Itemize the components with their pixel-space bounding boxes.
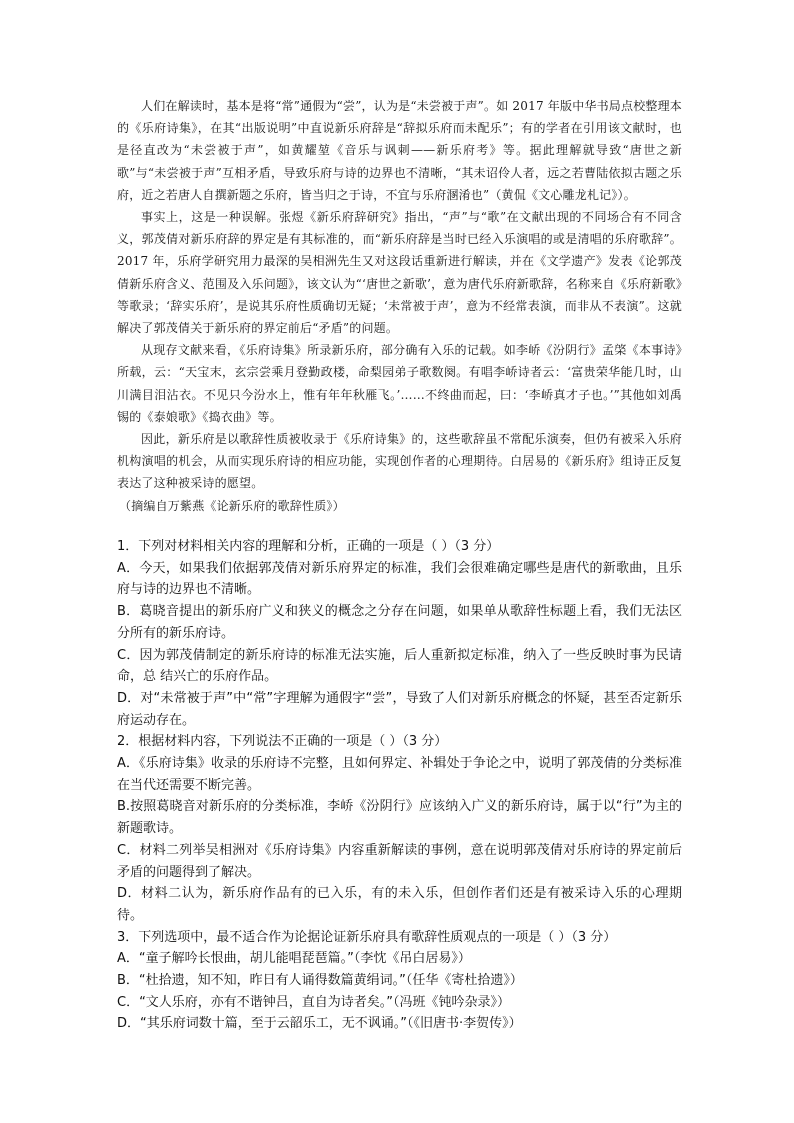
passage-paragraph: 人们在解读时，基本是将“常”通假为“尝”，认为是“未尝被于声”。如 2017 年版中华书局点校整理本的《乐府诗集》，在其“出版说明”中直说新乐府辞是“辞拟乐府而未配乐”；有的学者在引用该文献时，也是径直改为“未尝被于声”，如黄耀堃《音乐与讽刺——新乐府考》等。据此理解就导致“唐世之新歌”与“未尝被于声”互相矛盾，导致乐府与诗的边界也不清晰，“其未诏伶人者，远之若曹陆依拟古题之乐府，近之若唐人自撰新题之乐府，皆当归之于诗，不宜与乐府溷淆也”（黄侃《文心雕龙札记》）。 (117, 99, 682, 202)
option-c: C．材料二列举吴相洲对《乐府诗集》内容重新解读的事例，意在说明郭茂倩对乐府诗的界定前后矛盾的问题得到了解决。 (117, 842, 682, 880)
option-d: D．材料二认为，新乐府作品有的已入乐，有的未入乐，但创作者们还是有被采诗入乐的心理期待。 (117, 886, 682, 923)
option-a: A．《乐府诗集》收录的乐府诗不完整，且如何界定、补辑处于争论之中，说明了郭茂倩的分类标准在当代还需要不断完善。 (117, 756, 682, 793)
question-2 (117, 731, 682, 926)
question-1 (117, 536, 682, 731)
option-c: C．“文人乐府，亦有不谐钟吕，直自为诗者矣。”（冯班《钝吟杂录》） (117, 994, 511, 1010)
question-3 (117, 927, 682, 1036)
question-stem: 1．下列对材料相关内容的理解和分析，正确的一项是（ ）（3 分） (117, 539, 500, 554)
option-b: B.按照葛晓音对新乐府的分类标准，李峤《汾阴行》应该纳入广义的新乐府诗，属于以“行”为主的新题歌诗。 (117, 799, 682, 837)
question-stem: 3．下列选项中，最不适合作为论据论证新乐府具有歌辞性质观点的一项是（ ）（3 分） (117, 929, 617, 945)
option-a: A．“童子解吟长恨曲，胡儿能唱琵琶篇。”（李忱《吊白居易》） (117, 951, 471, 967)
option-a: A．今天，如果我们依据郭茂倩对新乐府界定的标准，我们会很难确定哪些是唐代的新歌曲，且乐府与诗的边界也不清晰。 (117, 560, 682, 598)
passage-paragraph: 事实上，这是一种误解。张煜《新乐府辞研究》指出，“声”与“歌”在文献出现的不同场合有不同含义，郭茂倩对新乐府辞的界定是有其标准的，而“新乐府辞是当时已经入乐演唱的或是清唱的乐府歌辞”。2017 年，乐府学研究用力最深的吴相洲先生又对这段话重新进行解读，并在《文学遗产》发表《论郭茂倩新乐府含义、范围及入乐问题》，该文认为“‘唐世之新歌’，意为唐代乐府新歌辞，名称来自《乐府新歌》等歌录；‘辞实乐府’，是说其乐府性质确切无疑；‘未常被于声’，意为不经常表演，而非从不表演”。这就解决了郭茂倩关于新乐府的界定前后“矛盾”的问题。 (117, 210, 682, 336)
question-stem: 2．根据材料内容，下列说法不正确的一项是（ ）（3 分） (117, 734, 448, 750)
option-b: B．“杜拾遗，知不知，昨日有人诵得数篇黄绢词。”（任华《寄杜拾遗》） (117, 973, 523, 989)
option-d: D．“其乐府词数十篇，至于云韶乐工，无不讽诵。”（《旧唐书·李贺传》） (117, 1016, 522, 1032)
option-d: D．对“未常被于声”中“常”字理解为通假字“尝”，导致了人们对新乐府概念的怀疑，甚至否定新乐府运动存在。 (117, 690, 682, 728)
question-section (117, 536, 682, 1035)
passage-source: （摘编自万紫燕《论新乐府的歌辞性质》） (119, 498, 345, 513)
option-c: C．因为郭茂倩制定的新乐府诗的标准无法实施，后人重新拟定标准，纳入了一些反映时事为民请命，总 结兴亡的乐府作品。 (117, 647, 682, 685)
passage-paragraph: 因此，新乐府是以歌辞性质被收录于《乐府诗集》的，这些歌辞虽不常配乐演奏，但仍有被采入乐府机构演唱的机会，从而实现乐府诗的相应功能，实现创作者的心理期待。白居易的《新乐府》组诗正反复表达了这种被采诗的愿望。 (117, 432, 682, 491)
passage-paragraph: 从现存文献来看，《乐府诗集》所录新乐府，部分确有入乐的记载。如李峤《汾阴行》孟棨《本事诗》所载，云：“天宝末，玄宗尝乘月登勤政楼，命梨园弟子歌数阕。有唱李峤诗者云：‘富贵荣华能几时，山川满目泪沾衣。不见只今汾水上，惟有年年秋雁飞。’……不终曲而起，曰：‘李峤真才子也。’”其他如刘禹锡的《泰娘歌》《捣衣曲》等。 (117, 343, 682, 424)
option-b: B．葛晓音提出的新乐府广义和狭义的概念之分存在问题，如果单从歌辞性标题上看，我们无法区分所有的新乐府诗。 (117, 604, 682, 641)
reading-passage (117, 95, 682, 517)
